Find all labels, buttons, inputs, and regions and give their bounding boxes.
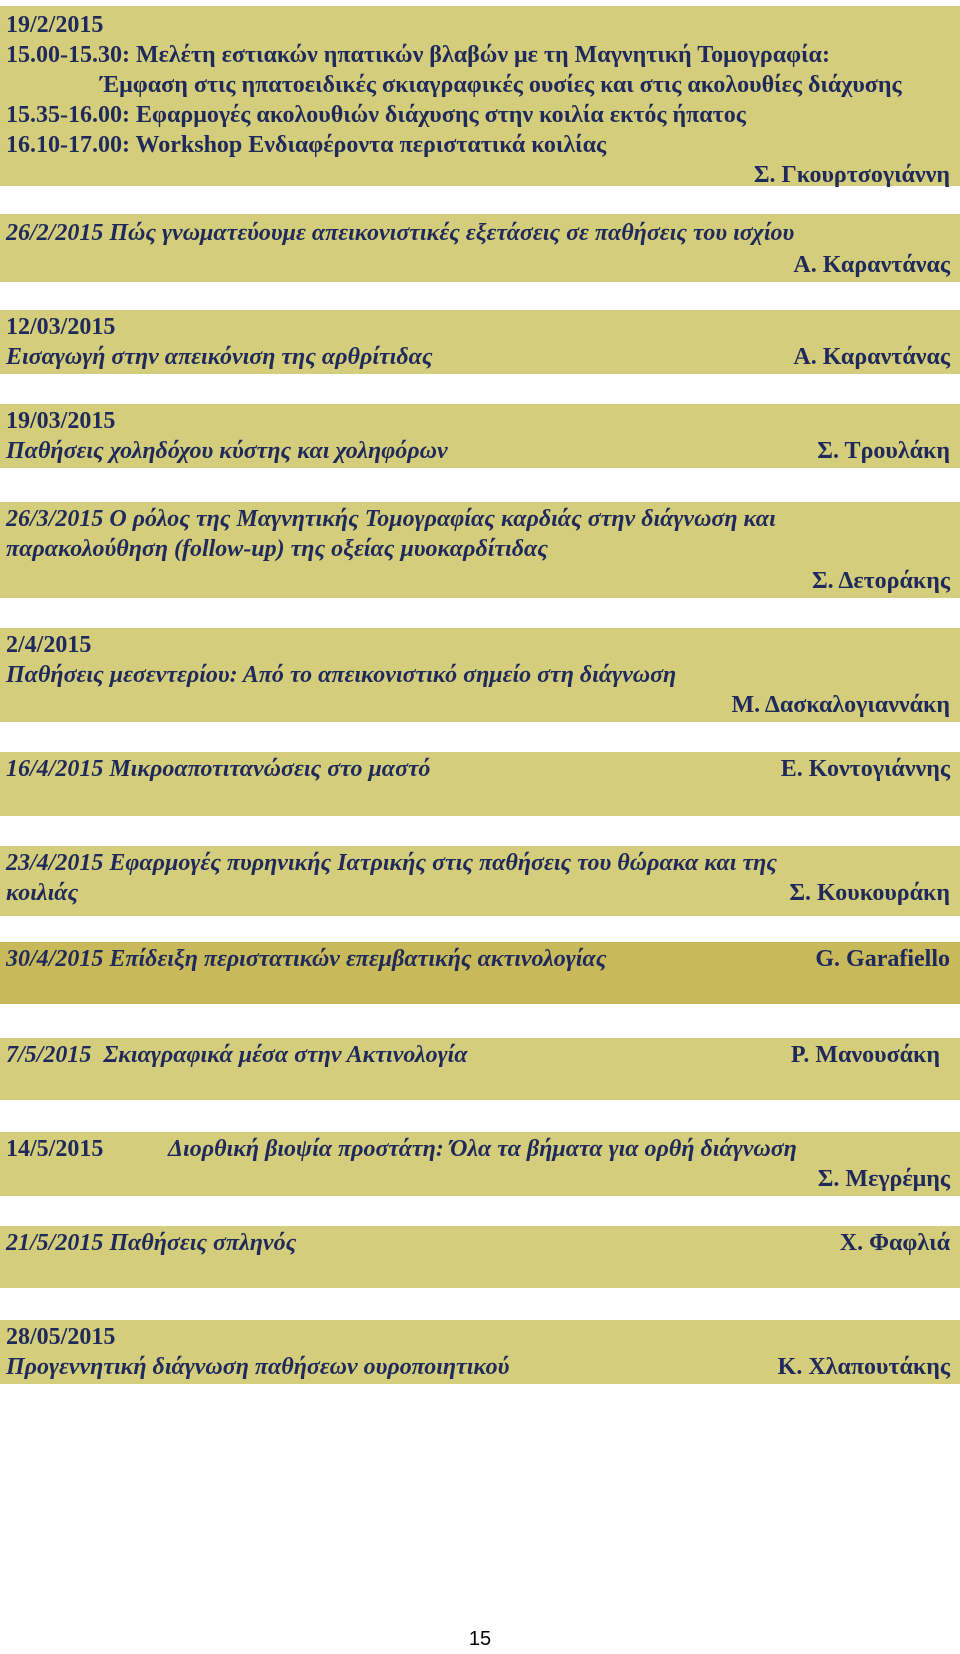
entry-title: παρακολούθηση (follow-up) της οξείας μυοκαρδίτιδας (6, 536, 548, 562)
schedule-entry-30-4-2015 (0, 942, 960, 1004)
entry-date: 19/2/2015 (6, 12, 104, 38)
schedule-entry-26-3-2015 (0, 502, 960, 598)
schedule-entry-12-03-2015 (0, 310, 960, 374)
schedule-entry-23-4-2015 (0, 846, 960, 916)
entry-title: 16/4/2015 Μικροαποτιτανώσεις στο μαστό (6, 756, 431, 782)
entry-title: Παθήσεις μεσεντερίου: Από το απεικονιστικό σημείο στη διάγνωση (6, 662, 677, 688)
entry-title: 7/5/2015 Σκιαγραφικά μέσα στην Ακτινολογία (6, 1042, 468, 1068)
entry-date: 19/03/2015 (6, 408, 116, 434)
schedule-entry-7-5-2015 (0, 1038, 960, 1100)
schedule-entry-26-2-2015 (0, 214, 960, 282)
entry-speaker: Σ. Κουκουράκη (789, 880, 950, 906)
entry-title: 26/3/2015 Ο ρόλος της Μαγνητικής Τομογραφίας καρδιάς στην διάγνωση και (6, 506, 776, 532)
schedule-entry-21-5-2015 (0, 1226, 960, 1288)
schedule-entry-14-5-2015 (0, 1132, 960, 1196)
entry-title: 30/4/2015 Επίδειξη περιστατικών επεμβατικής ακτινολογίας (6, 946, 607, 972)
entry-date: 12/03/2015 (6, 314, 116, 340)
entry-speaker: G. Garafiello (815, 946, 950, 972)
entry-session-line: 16.10-17.00: Workshop Ενδιαφέροντα περιστατικά κοιλίας (6, 132, 607, 158)
entry-speaker: Μ. Δασκαλογιαννάκη (731, 692, 950, 718)
entry-speaker: Σ. Γκουρτσογιάννη (753, 162, 950, 188)
schedule-entry-28-05-2015 (0, 1320, 960, 1384)
schedule-entry-16-4-2015 (0, 752, 960, 816)
schedule-entry-19-03-2015 (0, 404, 960, 468)
entry-speaker: Κ. Χλαπουτάκης (777, 1354, 950, 1380)
schedule-entry-19-2-2015 (0, 6, 960, 186)
entry-title: Διορθική βιοψία προστάτη: Όλα τα βήματα για ορθή διάγνωση (168, 1136, 797, 1162)
entry-date: 28/05/2015 (6, 1324, 116, 1350)
entry-speaker: Χ. Φαφλιά (839, 1230, 950, 1256)
entry-speaker: Σ. Μεγρέμης (817, 1166, 950, 1192)
entry-session-line: Έμφαση στις ηπατοειδικές σκιαγραφικές ουσίες και στις ακολουθίες διάχυσης (100, 72, 902, 98)
entry-title: κοιλιάς (6, 880, 79, 906)
entry-title: Εισαγωγή στην απεικόνιση της αρθρίτιδας (6, 344, 433, 370)
entry-speaker: Ε. Κοντογιάννης (780, 756, 950, 782)
entry-speaker: Α. Καραντάνας (793, 344, 950, 370)
entry-speaker: Σ. Τρουλάκη (817, 438, 950, 464)
entry-session-line: 15.00-15.30: Μελέτη εστιακών ηπατικών βλαβών με τη Μαγνητική Τομογραφία: (6, 42, 830, 68)
entry-speaker: Α. Καραντάνας (793, 252, 950, 278)
entry-date: 2/4/2015 (6, 632, 92, 658)
entry-title: Προγεννητική διάγνωση παθήσεων ουροποιητικού (6, 1354, 510, 1380)
entry-speaker: Σ. Δετοράκης (811, 568, 950, 594)
entry-date: 14/5/2015 (6, 1136, 104, 1162)
entry-title: 23/4/2015 Εφαρμογές πυρηνικής Ιατρικής στις παθήσεις του θώρακα και της (6, 850, 777, 876)
schedule-entry-2-4-2015 (0, 628, 960, 722)
entry-speaker: Ρ. Μανουσάκη (790, 1042, 940, 1068)
entry-title: 26/2/2015 Πώς γνωματεύουμε απεικονιστικές εξετάσεις σε παθήσεις του ισχίου (6, 220, 795, 246)
entry-title: 21/5/2015 Παθήσεις σπληνός (6, 1230, 297, 1256)
entry-session-line: 15.35-16.00: Εφαρμογές ακολουθιών διάχυσης στην κοιλία εκτός ήπατος (6, 102, 746, 128)
entry-title: Παθήσεις χοληδόχου κύστης και χοληφόρων (6, 438, 448, 464)
page-number: 15 (468, 1628, 492, 1650)
